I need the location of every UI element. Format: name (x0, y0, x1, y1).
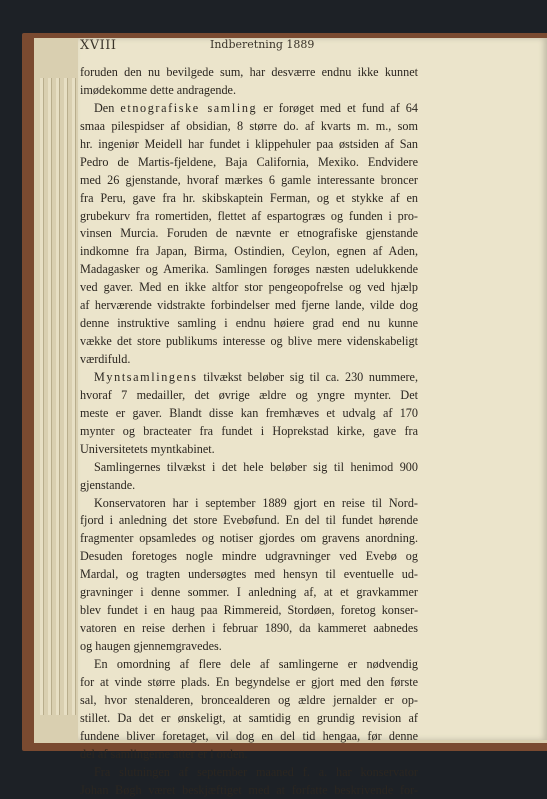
text-line: vinsen Murcia. Foruden de nævnte er etnografiske gjenstande (80, 225, 418, 243)
page-edge (72, 78, 76, 715)
text-line: fundene bliver foretaget, vil dog en del tid hengaa, før denne (80, 728, 418, 746)
text-line: Mardal, og tragten undersøgtes med hensyn til eventuelle ud- (80, 566, 418, 584)
text-line: vække det store publikums interesse og blive mere videnskabeligt (80, 333, 418, 351)
body-text (80, 64, 418, 799)
text-line: Konservatoren har i september 1889 gjort en reise til Nord- (80, 495, 418, 513)
text-line: vatoren en reise derhen i februar 1890, da kammeret aabnedes (80, 620, 418, 638)
spaced-heading-term: Myntsamlingens (94, 370, 198, 384)
text-line: hvoraf 7 medailler, det øvrige ældre og yngre mynter. Det (80, 387, 418, 405)
text-line: denne instruktive samling i endnu høiere grad end nu kunne (80, 315, 418, 333)
text-line: af herværende vidstrakte forbindelser med fjerne lande, vilde dog (80, 297, 418, 315)
text-segment: er forøget med et fund af 64 (257, 101, 418, 115)
text-line: fra Peru, gave fra hr. skibskaptein Ferman, og et stykke af en (80, 190, 418, 208)
text-line: meste er gaver. Blandt disse kan fremhæves et udvalg af 170 (80, 405, 418, 423)
text-line: Samlingernes tilvækst i det hele beløber sig til henimod 900 (80, 459, 418, 477)
text-line: hr. ingeniør Meidell har fundet i klippehuler paa østsiden af San (80, 136, 418, 154)
text-line: smaa pilespidser af obsidian, 8 større do. af kvarts m. m., som (80, 118, 418, 136)
text-line: blev fundet i en haug paa Rimmereid, Stordøen, foretog konser- (80, 602, 418, 620)
text-line: for at vinde større plads. En begyndelse er gjort med den første (80, 674, 418, 692)
text-segment: Den (94, 101, 120, 115)
text-line: stillet. Da det er ønskeligt, at samtidig en grundig revision af (80, 710, 418, 728)
text-line: grubekurv fra romertiden, flettet af espartogræs og funden i pro- (80, 208, 418, 226)
text-line (80, 369, 418, 387)
text-line: Madagasker og Amerika. Samlingen forøges næsten udelukkende (80, 261, 418, 279)
text-line: fjord i anledning det store Evebøfund. En del til fundet hørende (80, 512, 418, 530)
text-line: Fra slutningen af september maaned f. a. har konservator (80, 764, 418, 782)
text-line: gravninger i denne sommer. I anledning af, at et gravkammer (80, 584, 418, 602)
page-edge (56, 78, 60, 715)
page-number: XVIII (80, 38, 117, 53)
text-line: imødekomme dette andragende. (80, 82, 418, 100)
page-edge (64, 78, 68, 715)
page-edge (40, 78, 44, 715)
text-line: Universitetets myntkabinet. (80, 441, 418, 459)
text-line: sal, hvor stenalderen, broncealderen og ældre jernalder er op- (80, 692, 418, 710)
text-line: del af samlingerne atter er i orden. (80, 746, 418, 764)
text-segment: tilvækst beløber sig til ca. 230 nummere, (198, 370, 418, 384)
text-line (80, 100, 418, 118)
text-line: Pedro de Martis-fjeldene, Baja California, Mexiko. Endvidere (80, 154, 418, 172)
text-line: ved gaver. Med en ikke altfor stor pengeopofrelse og ved hjælp (80, 279, 418, 297)
text-line: En omordning af flere dele af samlingerne er nødvendig (80, 656, 418, 674)
spaced-heading-term: etnografiske samling (120, 101, 257, 115)
text-line: indkomne fra Japan, Birma, Ostindien, Ceylon, egnen af Aden, (80, 243, 418, 261)
text-line: med 26 gjenstande, hvoraf mærkes 6 gamle interessante broncer (80, 172, 418, 190)
page-header (80, 38, 410, 56)
text-line: fragmenter opsamledes og notiser gjordes om gravens anordning. (80, 530, 418, 548)
page-edge (48, 78, 52, 715)
running-title: Indberetning 1889 (210, 38, 314, 51)
text-line: Johan Bøgh været beskjæftiget med at forfatte beskrivende for- (80, 782, 418, 799)
text-line: værdifuld. (80, 351, 418, 369)
text-line: Desuden foretoges nogle mindre udgravninger ved Evebø og (80, 548, 418, 566)
text-line: og haugen gjennemgravedes. (80, 638, 418, 656)
text-line: foruden den nu bevilgede sum, har desværre endnu ikke kunnet (80, 64, 418, 82)
text-line: gjenstande. (80, 477, 418, 495)
text-line: mynter og bracteater fra fundet i Hoprekstad kirke, gave fra (80, 423, 418, 441)
